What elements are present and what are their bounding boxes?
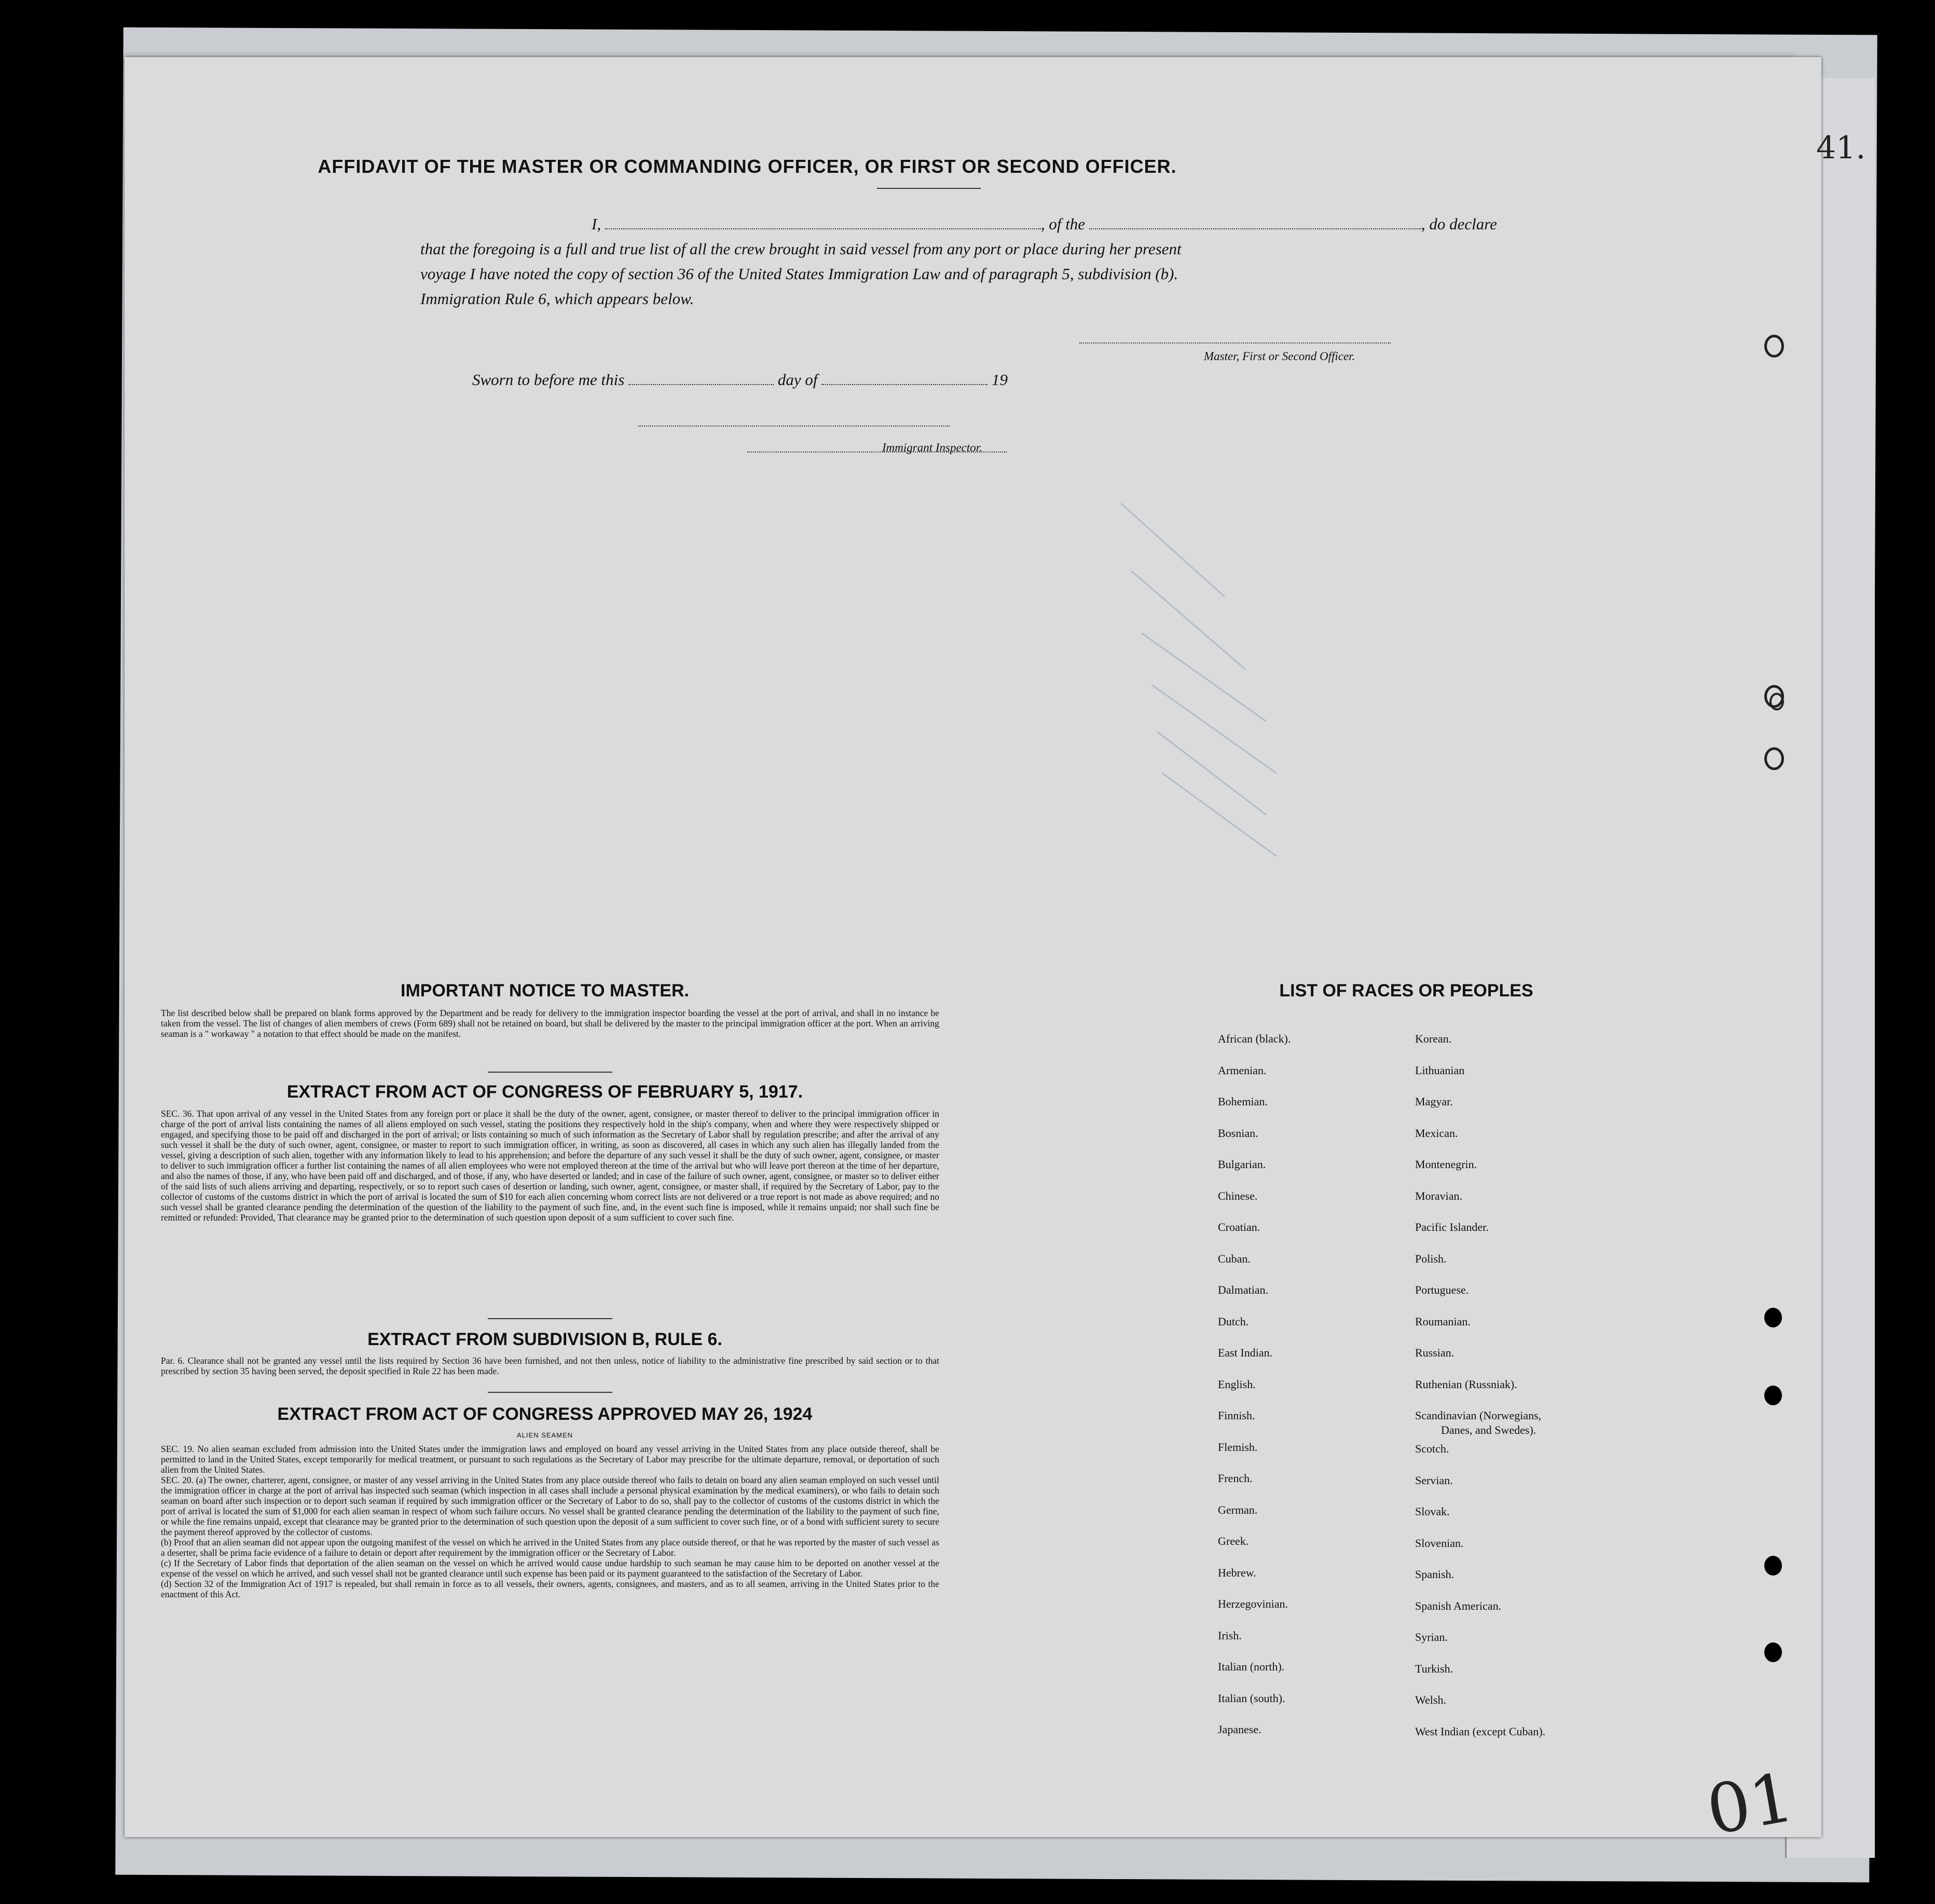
notice-title: IMPORTANT NOTICE TO MASTER. (401, 981, 689, 1001)
race-item: French. (1218, 1472, 1253, 1485)
race-item: East Indian. (1218, 1346, 1273, 1359)
day-blank (628, 369, 774, 385)
race-item: Chinese. (1218, 1189, 1258, 1202)
race-item: African (black). (1218, 1032, 1291, 1045)
race-item: West Indian (except Cuban). (1415, 1724, 1546, 1738)
race-item: Spanish. (1415, 1568, 1454, 1581)
sec19-text: SEC. 19. No alien seaman excluded from admission into the United States under the immigration laws and employed on board any vessel arriving in the United States from any place outside thereof, shall be permitted to land in the United States, except temporarily for medical treatment, or pursuant to such regulations as the Secretary of Labor may prescribe for the ultimate departure, removal, or deportation of such alien from the United States. (161, 1444, 939, 1475)
race-item: Flemish. (1218, 1440, 1258, 1454)
binder-hole-icon (1764, 335, 1784, 358)
inspector-blank-upper (638, 426, 950, 427)
race-item: Italian (south). (1218, 1691, 1285, 1705)
binder-hole-icon (1764, 1308, 1782, 1327)
race-item: Turkish. (1415, 1662, 1453, 1675)
extract-1917-text: SEC. 36. That upon arrival of any vessel in the United States from any foreign port or place it shall be the duty of the owner, agent, consignee, or master thereof to deliver to the principal immigration officer in charge of the port of arrival lists containing the names of all aliens employed on such vessel, stating the positions they respectively hold in the ship's company, when and where they were respectively shipped or engaged, and specifying those to be paid off and discharged in the port of arrival; or lists containing so much of such information as the Secretary of Labor shall by regulation prescribe; and after the arrival of any such vessel it shall be the duty of such owner, agent, consignee, or master to report to such immigration officer, in writing, as soon as discovered, all cases in which any such alien has illegally landed from the vessel, giving a description of such alien, together with any information likely to lead to his apprehension; and before the departure of any such vessel it shall be the duty of such owner, agent, consignee, or master to deliver to such immigration officer a further list containing the names of all alien employees who were not employed thereon at the time of the arrival but who will leave port thereon at the time of her departure, and also the names of those, if any, who have been paid off and discharged, and of those, if any, who have deserted or landed; and in case of the failure of such owner, agent, consignee, or master so to deliver either of the said lists of such aliens arriving and departing, respectively, or so to report such cases of desertion or landing, such owner, agent, consignee, or master shall, if required by the Secretary of Labor, pay to the collector of customs of the customs district in which the port of arrival is located the sum of $10 for each alien concerning whom correct lists are not delivered or a true report is not made as above required; and no such vessel shall be granted clearance pending the determination of the question of the liability to the payment of such fine, and, in the event such fine is imposed, while it remains unpaid; nor shall such fine be remitted or refunded: Provided, That clearance may be granted prior to the determination of such question upon deposit of a sum sufficient to cover such fine. (161, 1108, 939, 1223)
race-item: Portuguese. (1415, 1283, 1469, 1296)
race-item: Armenian. (1218, 1063, 1267, 1077)
divider (488, 1318, 612, 1319)
race-item: Scotch. (1415, 1442, 1449, 1455)
race-item: English. (1218, 1377, 1256, 1391)
extract-1917-title: EXTRACT FROM ACT OF CONGRESS OF FEBRUARY 5, 1917. (286, 1082, 803, 1102)
race-item: Syrian. (1415, 1631, 1448, 1643)
race-item: Magyar. (1415, 1095, 1453, 1108)
rule6-text: Par. 6. Clearance shall not be granted any vessel until the lists required by Section 36 have been furnished, and not then unless, notice of liability to the administrative fine prescribed by said section or to that prescribed by section 35 having been served, the deposit specified in Rule 22 has been made. (161, 1355, 939, 1376)
extract-1924-subtitle: ALIEN SEAMEN (516, 1431, 573, 1439)
race-item-continued: Danes, and Swedes). (1441, 1423, 1536, 1436)
binder-hole-icon (1764, 747, 1784, 770)
race-item: Dutch. (1218, 1314, 1249, 1328)
binder-hole-icon (1764, 1386, 1782, 1405)
race-item: Moravian. (1415, 1189, 1463, 1202)
extract-1924-title: EXTRACT FROM ACT OF CONGRESS APPROVED MAY 26, 1924 (277, 1404, 813, 1424)
race-item-scandinavian (1415, 1408, 1633, 1442)
race-item: Welsh. (1415, 1693, 1446, 1706)
race-item: Korean. (1415, 1032, 1452, 1045)
affidavit-title: AFFIDAVIT OF THE MASTER OR COMMANDING OFFICER, OR FIRST OR SECOND OFFICER. (318, 156, 1177, 177)
master-signature-label: Master, First or Second Officer. (1204, 350, 1355, 363)
sec20b-text: (b) Proof that an alien seaman did not appear upon the outgoing manifest of the vessel on which he arrived in the United States from any place outside thereof, or that he was reported by the master of such vessel as a deserter, shall be prima facie evidence of a failure to detain or deport after requirement by the immigration officer or the Secretary of Labor. (161, 1537, 939, 1558)
race-item: Polish. (1415, 1252, 1447, 1265)
race-item: Slovenian. (1415, 1536, 1464, 1550)
race-item: Italian (north). (1218, 1660, 1285, 1673)
sec20a-text: SEC. 20. (a) The owner, charterer, agent, consignee, or master of any vessel arriving in the United States from any place outside thereof who fails to detain on board any alien seaman employed on such vessel until the immigration officer in charge at the port of arrival has inspected such seaman (which inspection in all cases shall include a personal physical examination by the medical examiners), or who fails to detain such seaman on board after such inspection or to deport such seaman if required by such immigration officer or the Secretary of Labor to do so, shall pay to the collector of customs of the customs district in which the port of arrival is located the sum of $1,000 for each alien seaman in respect of whom such failure occurs. No vessel shall be granted clearance pending the determination of the liability to the payment of such fine, or while the fine remains unpaid, except that clearance may be granted prior to the determination of such question upon the deposit of a sum sufficient to cover such fine, or of a bond with sufficient surety to secure the payment thereof approved by the collector of customs. (161, 1475, 939, 1537)
binder-hole-icon (1769, 693, 1784, 710)
binder-hole-icon (1764, 1642, 1782, 1662)
race-item: Servian. (1415, 1473, 1453, 1487)
affidavit-line2: that the foregoing is a full and true list of all the crew brought in said vessel from any port or place during her present (420, 240, 1182, 258)
vessel-blank (1089, 214, 1421, 229)
race-item: Japanese. (1218, 1723, 1261, 1736)
race-item: Greek. (1218, 1535, 1249, 1547)
race-item: Lithuanian (1415, 1063, 1465, 1077)
race-item: Finnish. (1218, 1409, 1255, 1422)
month-blank (821, 369, 987, 385)
sec20d-text: (d) Section 32 of the Immigration Act of 1917 is repealed, but shall remain in force as to all vessels, their owners, agents, consignees, and masters, and as to all seamen, arriving in the United States prior to the enactment of this Act. (161, 1579, 939, 1599)
race-item: Russian. (1415, 1346, 1454, 1359)
handwritten-page-number: 41. (1816, 130, 1866, 166)
divider (877, 188, 981, 189)
races-title: LIST OF RACES OR PEOPLES (1279, 981, 1533, 1001)
race-item: Montenegrin. (1415, 1158, 1477, 1171)
race-item: Cuban. (1218, 1252, 1251, 1265)
race-item: Dalmatian. (1218, 1283, 1269, 1296)
race-item: Herzegovinian. (1218, 1597, 1288, 1610)
race-item: Croatian. (1218, 1221, 1260, 1234)
races-left-column (1218, 1032, 1415, 1754)
divider (488, 1392, 612, 1393)
race-item: Spanish American. (1415, 1599, 1502, 1612)
day-of-text: day of (777, 371, 818, 389)
races-right-column (1415, 1032, 1633, 1756)
race-item: Bosnian. (1218, 1126, 1258, 1140)
race-item: Irish. (1218, 1628, 1242, 1642)
sworn-text: Sworn to before me this (472, 371, 625, 389)
year-text: 19 (991, 371, 1008, 389)
race-item: Pacific Islander. (1415, 1221, 1489, 1234)
race-item: Roumanian. (1415, 1314, 1471, 1328)
race-item: Bulgarian. (1218, 1158, 1266, 1171)
sworn-line (472, 368, 1199, 391)
affidavit-i: I, (592, 215, 601, 233)
affidavit-declare: , do declare (1421, 215, 1497, 233)
affidavit-line1 (436, 213, 1577, 236)
race-item: Ruthenian (Russniak). (1415, 1377, 1517, 1391)
race-item: Bohemian. (1218, 1095, 1268, 1108)
affidavit-line4: Immigration Rule 6, which appears below. (420, 290, 694, 308)
notice-text: The list described below shall be prepared on blank forms approved by the Department and be ready for delivery to the immigration inspector boarding the vessel at the port of arrival, and shall in no instance be taken from the vessel. The list of changes of alien members of crews (Form 689) shall not be retained on board, but shall be delivered by the master to the principal immigration officer at the port. When an arriving seaman is a " workaway " a notation to that effect should be made on the manifest. (161, 1008, 939, 1039)
race-item: Hebrew. (1218, 1566, 1256, 1579)
document-page (125, 57, 1866, 1851)
inspector-label: Immigrant Inspector. (882, 441, 982, 454)
bleed-through-marks (1110, 483, 1370, 1002)
affidavit-line3: voyage I have noted the copy of section 36 of the United States Immigration Law and of paragraph 5, subdivision (b). (420, 265, 1178, 283)
binder-hole-icon (1764, 1556, 1782, 1576)
rule6-title: EXTRACT FROM SUBDIVISION B, RULE 6. (367, 1330, 722, 1349)
divider (488, 1072, 612, 1073)
sec20c-text: (c) If the Secretary of Labor finds that deportation of the alien seaman on the vessel on which he arrived would cause undue hardship to such seaman he may cause him to be deported on another vessel at the expense of the vessel on which he arrived, and such vessel shall not be granted clearance until such expense has been paid or its payment guaranteed to the satisfaction of the Secretary of Labor. (161, 1558, 939, 1579)
extract-1924-body (161, 1444, 939, 1599)
race-item: German. (1218, 1503, 1258, 1516)
handwritten-mark: 01 (1701, 1757, 1800, 1851)
race-item: Mexican. (1415, 1126, 1458, 1140)
name-blank (605, 214, 1041, 229)
race-item: Scandinavian (Norwegians, (1415, 1409, 1542, 1422)
master-signature-line (1079, 343, 1391, 344)
affidavit-of-the: , of the (1040, 215, 1086, 233)
race-item: Slovak. (1415, 1505, 1450, 1518)
